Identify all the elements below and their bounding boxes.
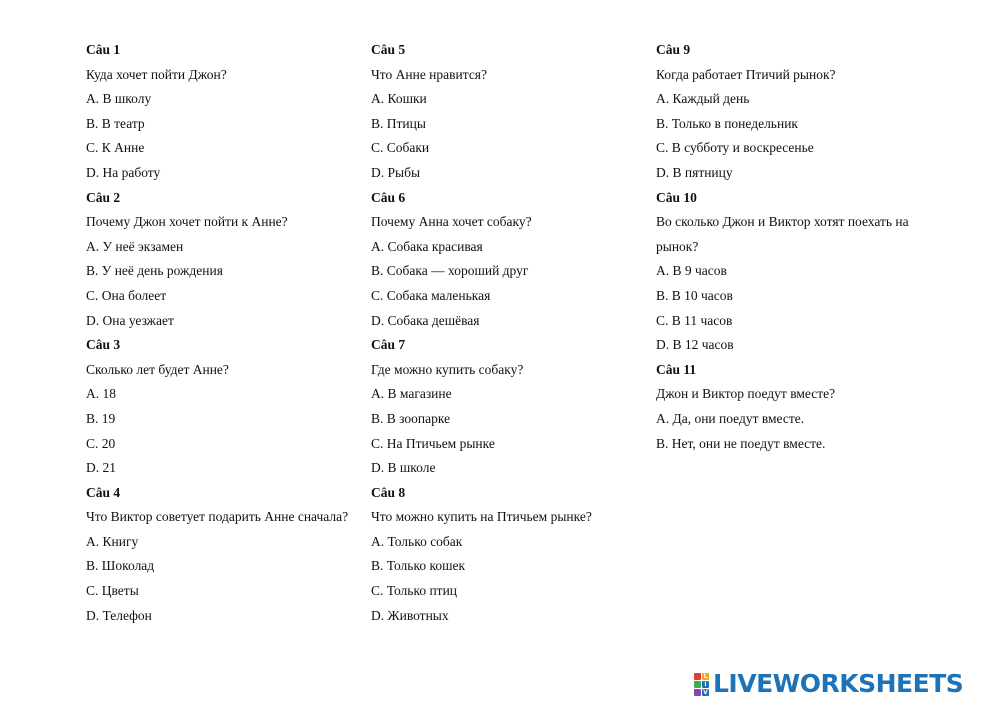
option-a[interactable]: A. Каждый день <box>656 91 750 107</box>
question-3 <box>86 333 386 481</box>
column-2 <box>371 38 671 628</box>
option-c[interactable]: C. В субботу и воскресенье <box>656 140 814 156</box>
question-text: Где можно купить собаку? <box>371 361 524 377</box>
question-title: Câu 10 <box>656 189 697 205</box>
question-7 <box>371 333 671 481</box>
question-title: Câu 5 <box>371 42 406 57</box>
logo-mark-cell <box>694 689 701 696</box>
option-d[interactable]: D. 21 <box>86 460 116 476</box>
option-c[interactable]: C. 20 <box>86 435 116 451</box>
option-c[interactable]: C. Собака маленькая <box>371 287 491 303</box>
question-11 <box>656 358 946 456</box>
question-text: Что Виктор советует подарить Анне сначала? <box>86 509 349 525</box>
logo-mark-icon <box>694 673 709 696</box>
option-c[interactable]: C. Она болеет <box>86 287 167 303</box>
question-8 <box>371 481 671 629</box>
question-title: Câu 9 <box>656 42 691 57</box>
option-b[interactable]: B. Только кошек <box>371 558 466 574</box>
question-text: Почему Анна хочет собаку? <box>371 214 532 230</box>
option-b[interactable]: B. У неё день рождения <box>86 263 223 279</box>
option-c[interactable]: C. Собаки <box>371 140 430 156</box>
logo-mark-cell: L <box>703 672 708 680</box>
question-5 <box>371 38 671 186</box>
option-a[interactable]: A. В магазине <box>371 386 452 402</box>
question-10 <box>656 186 946 358</box>
option-a[interactable]: A. 18 <box>86 386 116 402</box>
option-d[interactable]: D. Животных <box>371 607 449 623</box>
question-title: Câu 11 <box>656 361 697 377</box>
option-a[interactable]: A. Кошки <box>371 91 427 107</box>
question-text: Почему Джон хочет пойти к Анне? <box>86 214 288 230</box>
column-3 <box>656 38 946 456</box>
option-a[interactable]: A. Книгу <box>86 533 139 549</box>
logo-mark-cell: V <box>703 688 708 696</box>
question-6 <box>371 186 671 334</box>
option-c[interactable]: C. На Птичьем рынке <box>371 435 495 451</box>
option-b[interactable]: B. Собака — хороший друг <box>371 263 529 279</box>
logo-text: LIVEWORKSHEETS <box>713 669 964 698</box>
option-b[interactable]: B. Нет, они не поедут вместе. <box>656 435 826 451</box>
question-title: Câu 6 <box>371 189 406 205</box>
option-d[interactable]: D. В пятницу <box>656 164 733 180</box>
question-text: Когда работает Птичий рынок? <box>656 66 836 82</box>
question-1 <box>86 38 386 186</box>
question-text: Сколько лет будет Анне? <box>86 361 229 377</box>
logo-mark-cell: I <box>702 681 709 688</box>
question-text: Что Анне нравится? <box>371 66 488 82</box>
option-d[interactable]: D. На работу <box>86 164 161 180</box>
question-title: Câu 7 <box>371 337 406 353</box>
option-a[interactable]: A. У неё экзамен <box>86 238 184 254</box>
option-d[interactable]: D. В 12 часов <box>656 337 734 353</box>
logo-mark-cell <box>694 681 701 688</box>
option-b[interactable]: B. 19 <box>86 410 116 426</box>
question-9 <box>656 38 946 186</box>
question-text: Что можно купить на Птичьем рынке? <box>371 509 592 525</box>
liveworksheets-logo <box>694 670 963 698</box>
question-title: Câu 3 <box>86 337 121 353</box>
option-b[interactable]: B. В зоопарке <box>371 410 451 426</box>
question-text: Куда хочет пойти Джон? <box>86 66 227 82</box>
question-title: Câu 1 <box>86 42 121 57</box>
question-text: Джон и Виктор поедут вместе? <box>656 386 836 402</box>
question-title: Câu 4 <box>86 484 121 500</box>
option-a[interactable]: A. В школу <box>86 91 152 107</box>
option-c[interactable]: C. К Анне <box>86 140 145 156</box>
option-b[interactable]: B. Шоколад <box>86 558 155 574</box>
logo-mark-cell <box>694 673 701 680</box>
question-4 <box>86 481 386 629</box>
question-text: Во сколько Джон и Виктор хотят поехать на рынок? <box>656 214 909 254</box>
option-c[interactable]: C. Только птиц <box>371 583 458 599</box>
option-b[interactable]: B. В театр <box>86 115 145 131</box>
column-1 <box>86 38 386 628</box>
option-d[interactable]: D. Собака дешёвая <box>371 312 480 328</box>
option-b[interactable]: B. Птицы <box>371 115 426 131</box>
option-d[interactable]: D. В школе <box>371 460 436 476</box>
option-d[interactable]: D. Телефон <box>86 607 152 623</box>
option-a[interactable]: A. Да, они поедут вместе. <box>656 410 805 426</box>
option-a[interactable]: A. В 9 часов <box>656 263 727 279</box>
option-d[interactable]: D. Она уезжает <box>86 312 174 328</box>
option-b[interactable]: B. Только в понедельник <box>656 115 798 131</box>
question-2 <box>86 186 386 334</box>
option-a[interactable]: A. Только собак <box>371 533 463 549</box>
question-title: Câu 8 <box>371 484 406 500</box>
option-d[interactable]: D. Рыбы <box>371 164 421 180</box>
option-a[interactable]: A. Собака красивая <box>371 238 483 254</box>
option-c[interactable]: C. Цветы <box>86 583 139 599</box>
option-b[interactable]: B. В 10 часов <box>656 287 733 303</box>
question-title: Câu 2 <box>86 189 121 205</box>
option-c[interactable]: C. В 11 часов <box>656 312 733 328</box>
